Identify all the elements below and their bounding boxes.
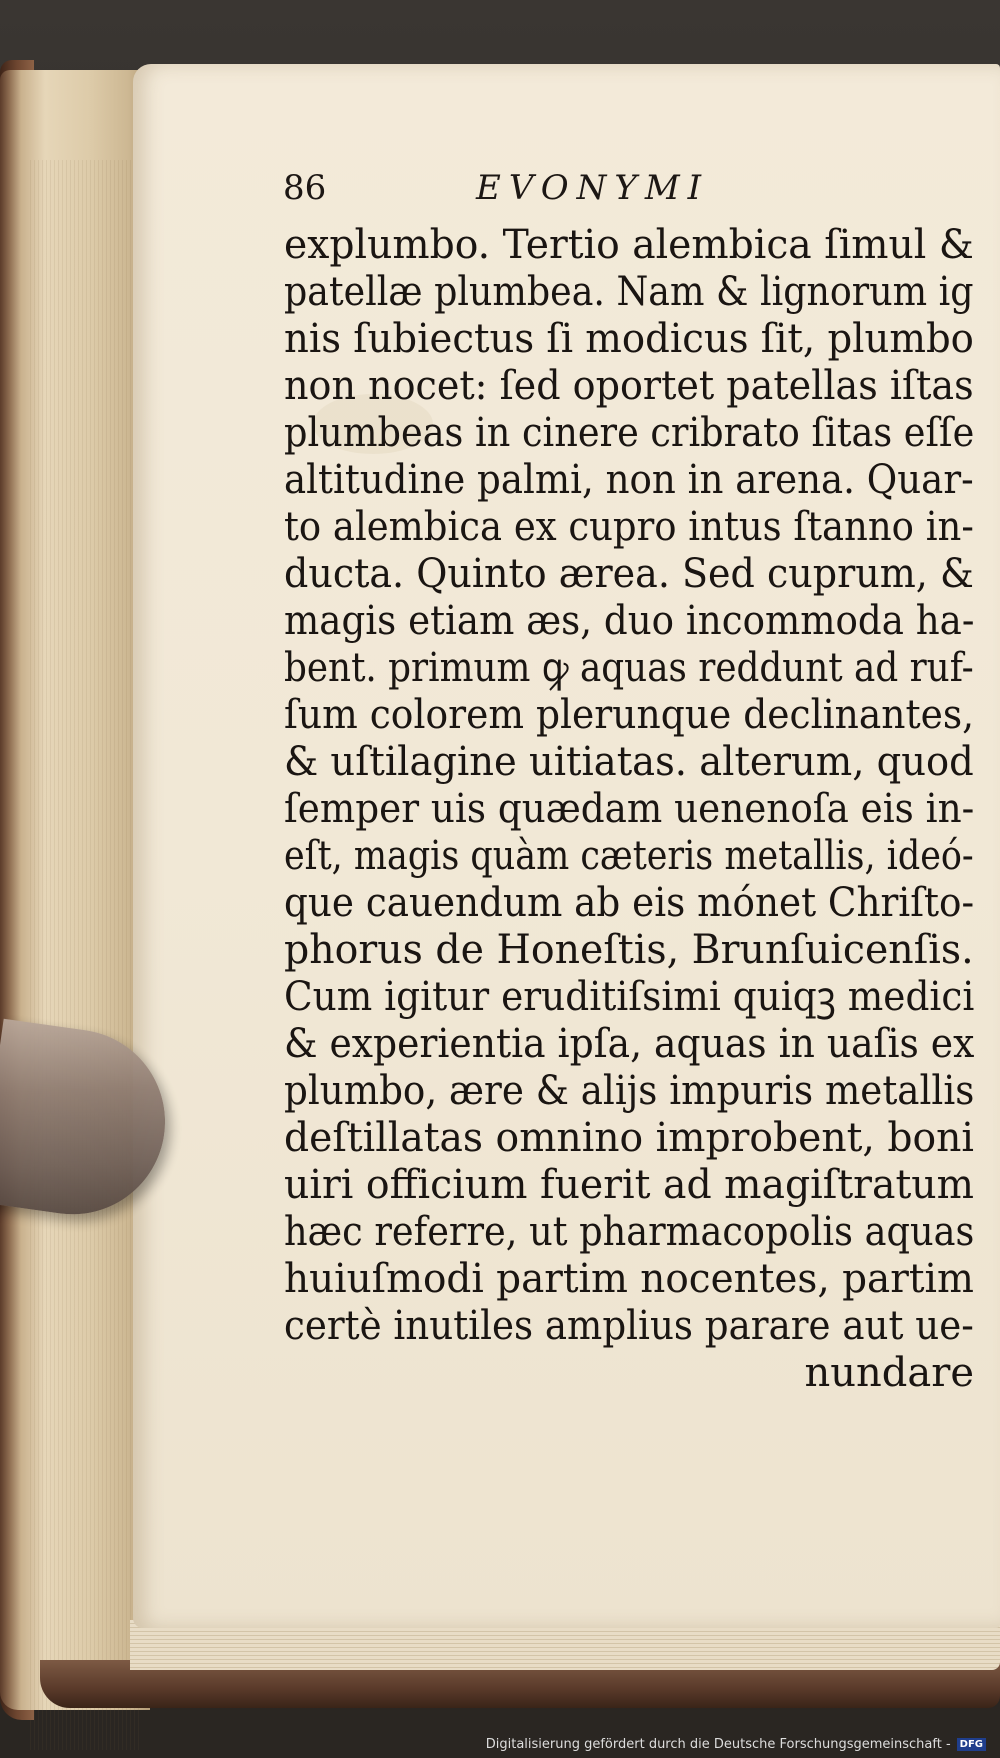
text-line: plumbo, ære & alijs impuris metallis (284, 1068, 975, 1114)
text-line: plumbeas in cinere cribrato ſitas eſſe (284, 410, 975, 456)
text-line: uiri officium fuerit ad magiſtratum (284, 1162, 974, 1208)
text-line: que cauendum ab eis mónet Chriſto- (284, 880, 975, 926)
catchword: nundare (804, 1350, 974, 1396)
text-line: & experientia ipſa, aquas in uaſis ex (284, 1021, 975, 1067)
text-line: eſt, magis quàm cæteris metallis, ideó- (284, 833, 974, 879)
digitization-credit (486, 1737, 986, 1752)
text-line: ſum colorem plerunque declinantes, (284, 692, 975, 738)
page-edge-lines (30, 160, 140, 1750)
text-line: deſtillatas omnino improbent, boni (284, 1115, 974, 1161)
text-line: bent. primum ꝙ aquas reddunt ad ruf- (284, 645, 974, 691)
text-line: hæc referre, ut pharmacopolis aquas (284, 1209, 975, 1255)
text-line: explumbo. Tertio alembica ſimul & (284, 222, 974, 268)
text-line: non nocet: ſed oportet patellas iſtas (284, 363, 974, 409)
running-head: EVONYMI (476, 168, 710, 208)
text-line: patellæ plumbea. Nam & lignorum ig (284, 269, 974, 315)
dfg-logo: DFG (957, 1738, 986, 1751)
text-line: ducta. Quinto ærea. Sed cuprum, & (284, 551, 974, 597)
page-header (283, 168, 963, 220)
page-number: 86 (283, 168, 327, 208)
text-line: altitudine palmi, non in arena. Quar- (284, 457, 974, 503)
text-line: phorus de Honeſtis, Brunſuicenſis. (284, 927, 974, 973)
text-line: & uſtilagine uitiatas. alterum, quod (284, 739, 974, 785)
credit-text: Digitalisierung gefördert durch die Deutsche Forschungsgemeinschaft - (485, 1737, 951, 1752)
text-line: magis etiam æs, duo incommoda ha- (284, 598, 975, 644)
book-page-edges (0, 70, 150, 1710)
text-line: to alembica ex cupro intus ſtanno in- (284, 504, 974, 550)
body-text (284, 222, 974, 1397)
text-line: nis ſubiectus ſi modicus ſit, plumbo (284, 316, 974, 362)
text-line: certè inutiles amplius parare aut ue- (284, 1303, 974, 1349)
text-line: ſemper uis quædam uenenoſa eis in- (284, 786, 975, 832)
text-line: Cum igitur eruditiſsimi quiqꝫ medici (284, 974, 975, 1020)
text-line: huiuſmodi partim nocentes, partim (284, 1256, 974, 1302)
